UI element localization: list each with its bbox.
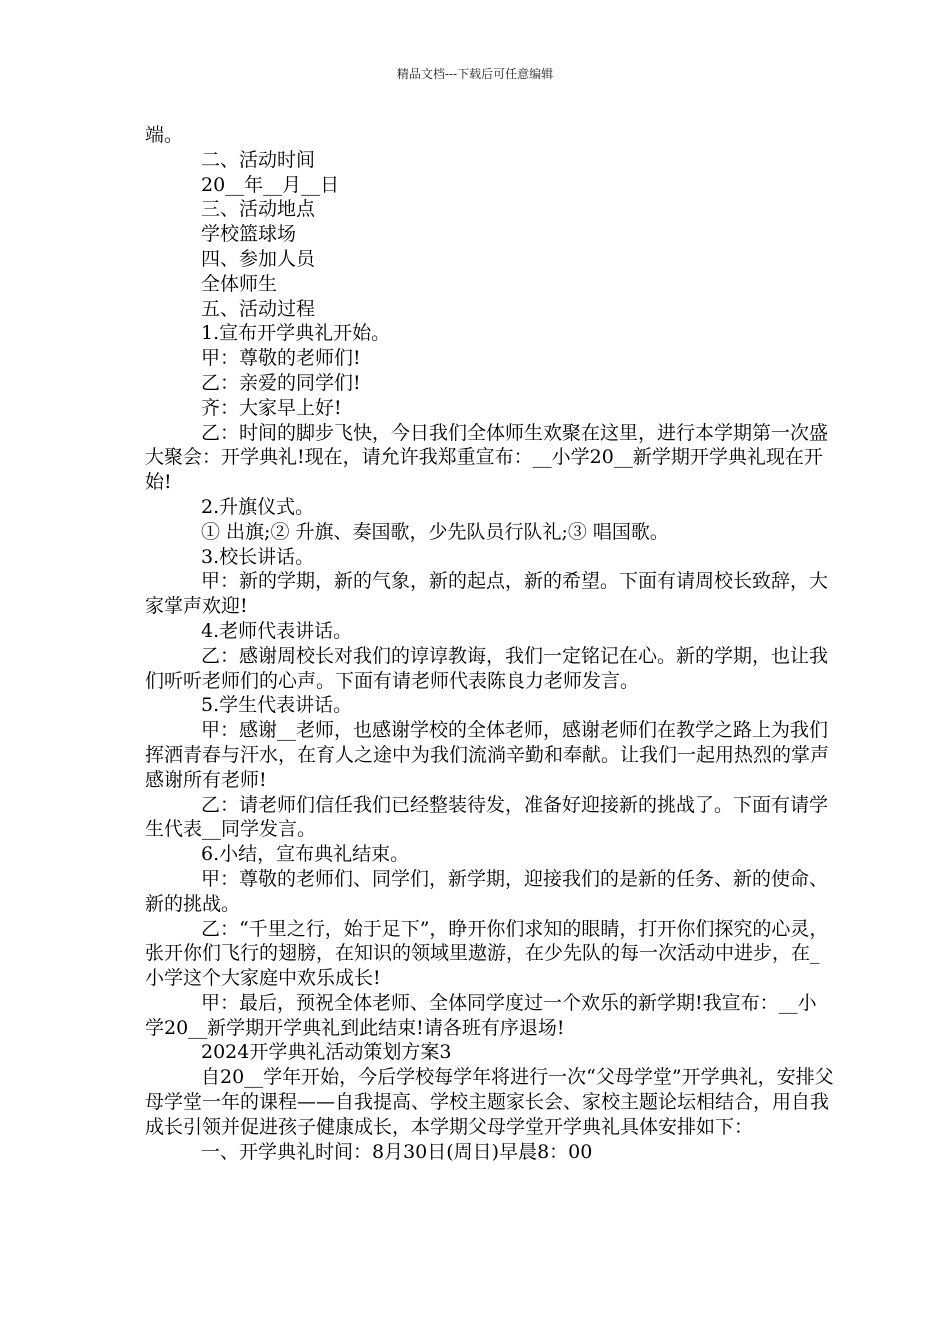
paragraph: 5.学生代表讲话。: [201, 694, 353, 717]
paragraph: 乙：时间的脚步飞快，今日我们全体师生欢聚在这里，进行本学期第一次盛大聚会：开学典礼!现在，请允许我郑重宣布：__小学20__新学期开学典礼现在开始!: [145, 421, 829, 494]
paragraph: 3.校长讲话。: [201, 545, 315, 568]
paragraph: 甲：新的学期，新的气象，新的起点，新的希望。下面有请周校长致辞，大家掌声欢迎!: [145, 570, 829, 618]
paragraph: 自20__学年开始，今后学校每学年将进行一次“父母学堂”开学典礼，安排父母学堂一年的课程——自我提高、学校主题家长会、家校主题论坛相结合，用自我成长引领并促进孩子健康成长，本学期父母学堂开学典礼具体安排如下：: [145, 1066, 834, 1138]
paragraph: 6.小结，宣布典礼结束。: [201, 843, 410, 866]
paragraph: 1.宣布开学典礼开始。: [201, 322, 391, 345]
paragraph: 甲：感谢__老师，也感谢学校的全体老师，感谢老师们在教学之路上为我们挥洒青春与汗水，在育人之途中为我们流淌辛勤和奉献。让我们一起用热烈的掌声感谢所有老师!: [145, 719, 830, 791]
paragraph: 齐：大家早上好!: [201, 396, 342, 419]
paragraph: 2024开学典礼活动策划方案3: [201, 1041, 452, 1064]
paragraph: 20__年__月__日: [201, 173, 340, 196]
paragraph: 四、参加人员: [201, 247, 316, 270]
paragraph: 甲：尊敬的老师们、同学们，新学期，迎接我们的是新的任务、新的使命、新的挑战。: [145, 867, 829, 915]
paragraph: 三、活动地点: [201, 198, 316, 221]
paragraph: 乙：感谢周校长对我们的谆谆教诲，我们一定铭记在心。新的学期，也让我们听听老师们的心声。下面有请老师代表陈良力老师发言。: [145, 644, 829, 692]
paragraph: 甲：尊敬的老师们!: [201, 347, 361, 370]
paragraph: 五、活动过程: [201, 297, 316, 320]
paragraph: 乙：亲爱的同学们!: [201, 371, 361, 394]
paragraph: 二、活动时间: [201, 148, 316, 171]
paragraph: ① 出旗;② 升旗、奏国歌，少先队员行队礼;③ 唱国歌。: [201, 520, 669, 543]
paragraph: 甲：最后，预祝全体老师、全体同学度过一个欢乐的新学期!我宣布：__小学20__新学期开学典礼到此结束!请各班有序退场!: [145, 991, 817, 1039]
paragraph: 端。: [145, 124, 184, 146]
paragraph: 一、开学典礼时间：8月30日(周日)早晨8：00: [201, 1140, 593, 1163]
document-body: [145, 123, 835, 1164]
page-header: 精品文档---下载后可任意编辑: [396, 67, 554, 81]
paragraph: 2.升旗仪式。: [201, 495, 315, 518]
paragraph: 4.老师代表讲话。: [201, 619, 353, 642]
paragraph: 乙：“千里之行，始于足下”，睁开你们求知的眼睛，打开你们探究的心灵，张开你们飞行的翅膀，在知识的领域里遨游，在少先队的每一次活动中进步，在_小学这个大家庭中欢乐成长!: [145, 917, 829, 990]
paragraph: 学校篮球场: [201, 223, 297, 246]
paragraph: 乙：请老师们信任我们已经整装待发，准备好迎接新的挑战了。下面有请学生代表__同学发言。: [145, 793, 829, 841]
paragraph: 全体师生: [201, 272, 278, 295]
